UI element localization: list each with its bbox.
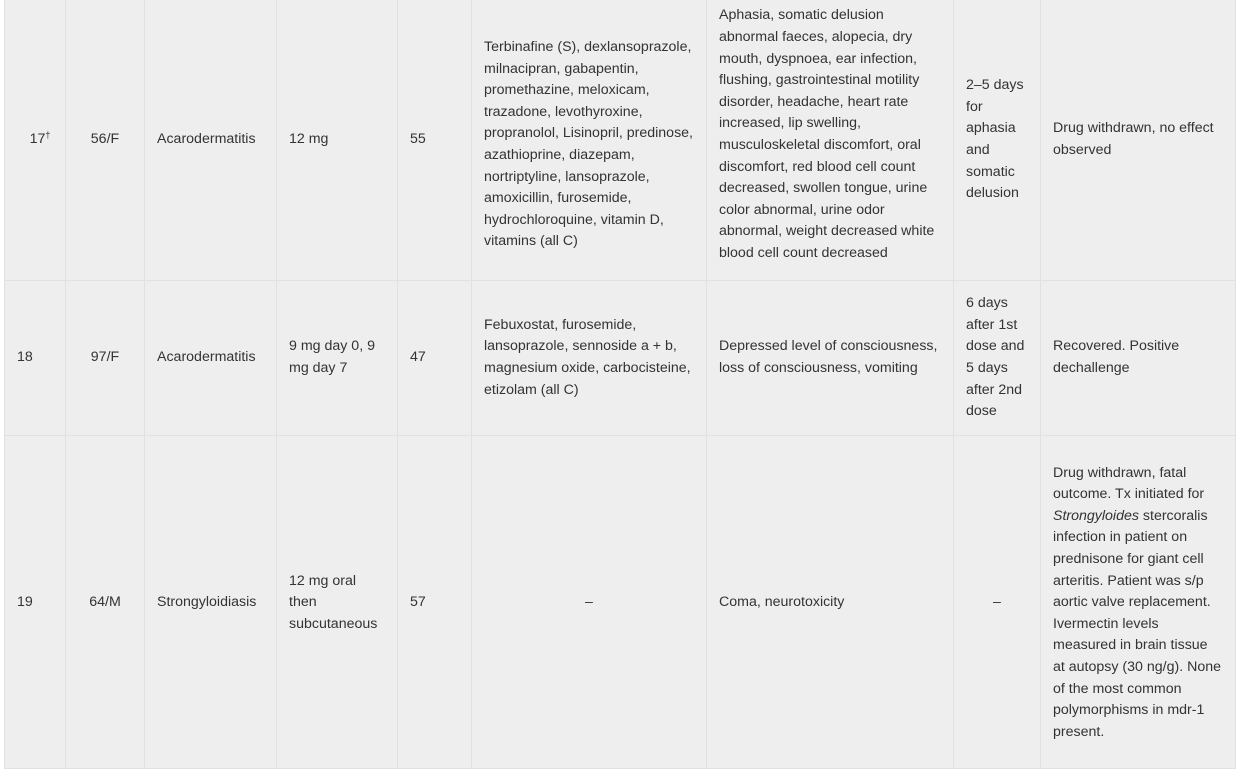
concomitant-drugs-cell: Febuxostat, furosemide, lansoprazole, sennoside a + b, magnesium oxide, carbocisteine, etizolam (all C) [472,281,707,436]
table-row [5,436,1236,769]
concomitant-drugs-cell: Terbinafine (S), dexlansoprazole, milnacipran, gabapentin, promethazine, meloxicam, trazadone, levothyroxine, propranolol, Lisinopril, predinose, azathioprine, diazepam, nortriptyline, lansoprazole, amoxicillin, furosemide, hydrochloroquine, vitamin D, vitamins (all C) [472,0,707,281]
outcome-text: Drug withdrawn, fatal outcome. Tx initiated for [1053,464,1205,503]
age-sex-cell: 56/F [66,0,145,281]
outcome-text: stercoralis infection in patient on prednisone for giant cell arteritis. Patient was s/p aortic valve replacement. Ivermectin levels measured in brain tissue at autopsy (30 ng/g). None of the most common polymorphisms in mdr-1 present. [1053,507,1221,740]
indication-cell: Acarodermatitis [145,281,277,436]
case-number-cell: 18 [5,281,66,436]
time-cell: 47 [398,281,472,436]
table-row [5,281,1236,436]
outcome-cell [1041,436,1236,769]
indication-cell: Strongyloidiasis [145,436,277,769]
case-number-cell [5,0,66,281]
adverse-reactions-cell: Coma, neurotoxicity [707,436,954,769]
table-row [5,0,1236,281]
outcome-cell: Drug withdrawn, no effect observed [1041,0,1236,281]
concomitant-drugs-cell: – [472,436,707,769]
case-number: 17 [29,131,46,148]
time-cell: 55 [398,0,472,281]
dagger-footnote-mark[interactable]: † [45,130,51,141]
time-cell: 57 [398,436,472,769]
organism-name: Strongyloides [1053,507,1139,524]
dose-cell: 12 mg oral then subcutaneous [277,436,398,769]
case-table [4,0,1236,769]
onset-cell: 6 days after 1st dose and 5 days after 2nd dose [954,281,1041,436]
case-table-wrapper [4,0,1235,740]
onset-cell: – [954,436,1041,769]
age-sex-cell: 97/F [66,281,145,436]
age-sex-cell: 64/M [66,436,145,769]
onset-cell: 2–5 days for aphasia and somatic delusion [954,0,1041,281]
adverse-reactions-cell: Depressed level of consciousness, loss of consciousness, vomiting [707,281,954,436]
indication-cell: Acarodermatitis [145,0,277,281]
case-number-cell: 19 [5,436,66,769]
dose-cell: 12 mg [277,0,398,281]
dose-cell: 9 mg day 0, 9 mg day 7 [277,281,398,436]
outcome-cell: Recovered. Positive dechallenge [1041,281,1236,436]
adverse-reactions-cell: Aphasia, somatic delusion abnormal faeces, alopecia, dry mouth, dyspnoea, ear infection, flushing, gastrointestinal motility disorder, headache, heart rate increased, lip swelling, musculoskeletal discomfort, oral discomfort, red blood cell count decreased, swollen tongue, urine color abnormal, urine odor abnormal, weight decreased white blood cell count decreased [707,0,954,281]
